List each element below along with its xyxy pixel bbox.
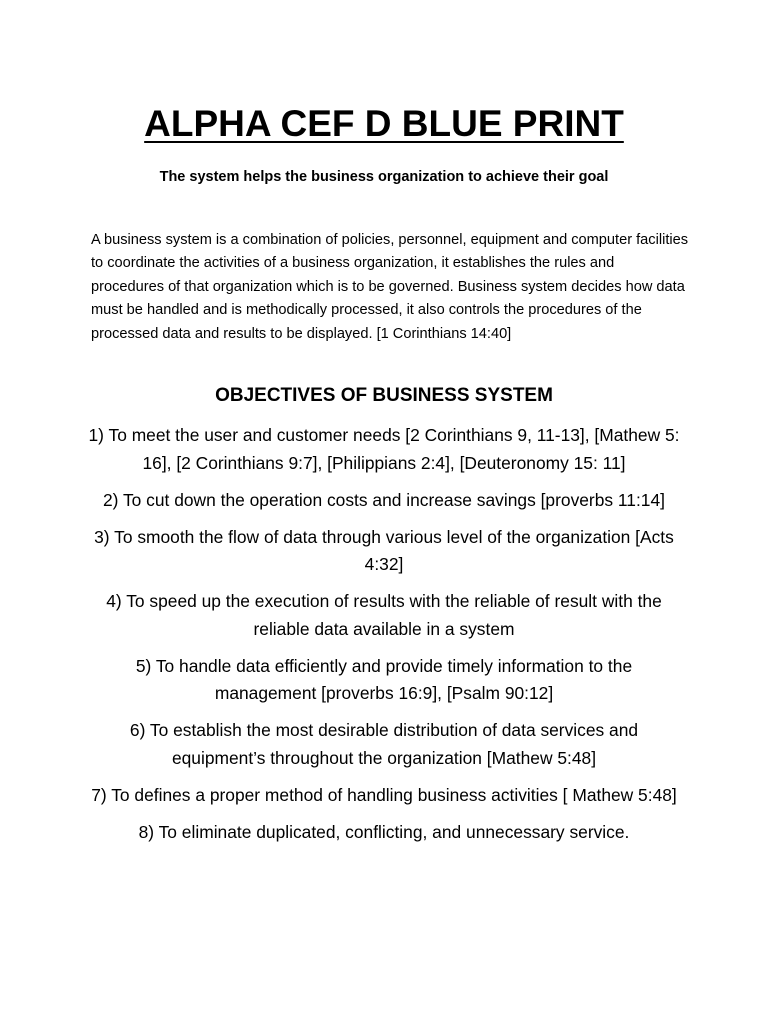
objective-item-7: 7) To defines a proper method of handling business activities [ Mathew 5:48] — [91, 784, 677, 805]
objective-item-1: 1) To meet the user and customer needs [2 Corinthians 9, 11-13], [Mathew 5: 16], [2 Corinthians 9:7], [Philippians 2:4], [Deuteronomy 15: 11] — [88, 425, 680, 473]
objectives-heading: OBJECTIVES OF BUSINESS SYSTEM — [215, 385, 553, 406]
document-subtitle: The system helps the business organization to achieve their goal — [159, 169, 609, 185]
objective-item-8: 8) To eliminate duplicated, conflicting, and unnecessary service. — [138, 821, 630, 842]
objectives-list — [86, 422, 682, 856]
objective-item-4: 4) To speed up the execution of results with the reliable of result with the reliable data available in a system — [106, 591, 662, 639]
objective-item-3: 3) To smooth the flow of data through various level of the organization [Acts 4:32] — [94, 526, 674, 574]
objective-item-2: 2) To cut down the operation costs and increase savings [proverbs 11:14] — [103, 489, 665, 510]
objective-item-5: 5) To handle data efficiently and provide timely information to the management [proverbs 16:9], [Psalm 90:12] — [135, 655, 633, 703]
document-title: ALPHA CEF D BLUE PRINT — [144, 103, 624, 144]
objective-item-6: 6) To establish the most desirable distribution of data services and equipment’s throughout the organization [Mathew 5:48] — [129, 720, 639, 768]
intro-paragraph: A business system is a combination of policies, personnel, equipment and computer facilities to coordinate the activities of a business organization, it establishes the rules and procedures of that organization which is to be governed. Business system decides how data must be handled and is methodically processed, it also controls the procedures of the processed data and results to be displayed. [1 Corinthians 14:40] — [91, 232, 689, 342]
